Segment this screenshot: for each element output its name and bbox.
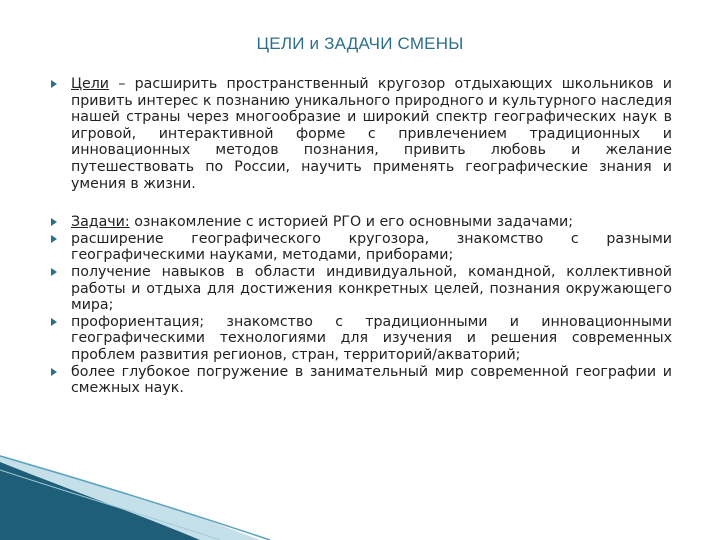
- task-text: профориентация; знакомство с традиционными и инновационными географическими технологиями для изучения и решения современных проблем развития регионов, стран, территорий/акваторий;: [71, 313, 672, 363]
- triangle-bullet-icon: [51, 235, 57, 243]
- slide-content: [48, 76, 672, 397]
- slide-title: ЦЕЛИ и ЗАДАЧИ СМЕНЫ: [256, 34, 464, 53]
- task-item: [48, 314, 672, 364]
- wave-dark-band: [0, 462, 200, 540]
- triangle-bullet-icon: [51, 268, 57, 276]
- triangle-bullet-icon: [51, 80, 57, 88]
- task-item: [48, 231, 672, 264]
- task-text: расширение географического кругозора, знакомство с разными географическими науками, методами, приборами;: [71, 230, 672, 264]
- task-item: [48, 364, 672, 397]
- goal-text: [71, 76, 672, 192]
- goal-description: – расширить пространственный кругозор отдыхающих школьников и привить интерес к познанию уникального природного и культурного наследия нашей страны через многообразие и широкий спектр географических наук в игровой, интерактивной форме с привлечением традиционных и инновационных методов познания, привить любовь и желание путешествовать по России, научить применять географические знания и умения в жизни.: [71, 76, 672, 192]
- goal-item: [48, 76, 672, 192]
- tasks-text: [71, 214, 672, 231]
- triangle-bullet-icon: [51, 368, 57, 376]
- tasks-term: Задачи:: [71, 214, 130, 231]
- task-item: [48, 264, 672, 314]
- tasks-item: [48, 214, 672, 231]
- wave-line: [0, 456, 270, 540]
- triangle-bullet-icon: [51, 318, 57, 326]
- goal-term: Цели: [71, 76, 110, 92]
- wave-line: [0, 470, 220, 540]
- task-text: более глубокое погружение в занимательный мир современной географии и смежных наук.: [71, 363, 672, 397]
- triangle-bullet-icon: [51, 218, 57, 226]
- wave-light-band: [0, 455, 260, 540]
- tasks-intro: ознакомление с историей РГО и его основными задачами;: [129, 214, 574, 231]
- task-text: получение навыков в области индивидуальной, командной, коллективной работы и отдыха для достижения конкретных целей, познания окружающего мира;: [71, 263, 672, 314]
